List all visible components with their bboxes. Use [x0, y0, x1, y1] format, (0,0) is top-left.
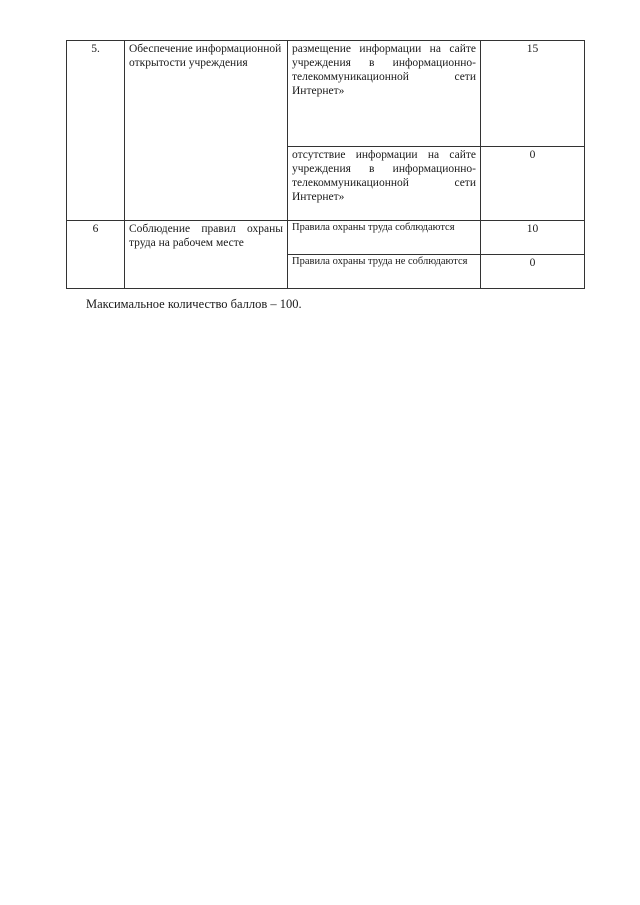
criteria-table	[66, 40, 585, 289]
criterion-score: 10	[481, 221, 585, 255]
criterion-name: Обеспечение информационной открытости учреждения	[125, 41, 288, 221]
criterion-score: 15	[481, 41, 585, 147]
criterion-score: 0	[481, 147, 585, 221]
table-row	[67, 41, 585, 147]
criterion-option: Правила охраны труда соблюдаются	[288, 221, 481, 255]
max-score-note: Максимальное количество баллов – 100.	[86, 297, 302, 311]
criterion-option: размещение информации на сайте учреждения в информационно-телекоммуникационной сети Интернет»	[288, 41, 481, 147]
criterion-score: 0	[481, 255, 585, 289]
criterion-option: отсутствие информации на сайте учреждения в информационно-телекоммуникационной сети Интернет»	[288, 147, 481, 221]
criterion-name: Соблюдение правил охраны труда на рабочем месте	[125, 221, 288, 289]
row-number: 5.	[67, 41, 125, 221]
row-number: 6	[67, 221, 125, 289]
criterion-option: Правила охраны труда не соблюдаются	[288, 255, 481, 289]
table-row	[67, 221, 585, 255]
